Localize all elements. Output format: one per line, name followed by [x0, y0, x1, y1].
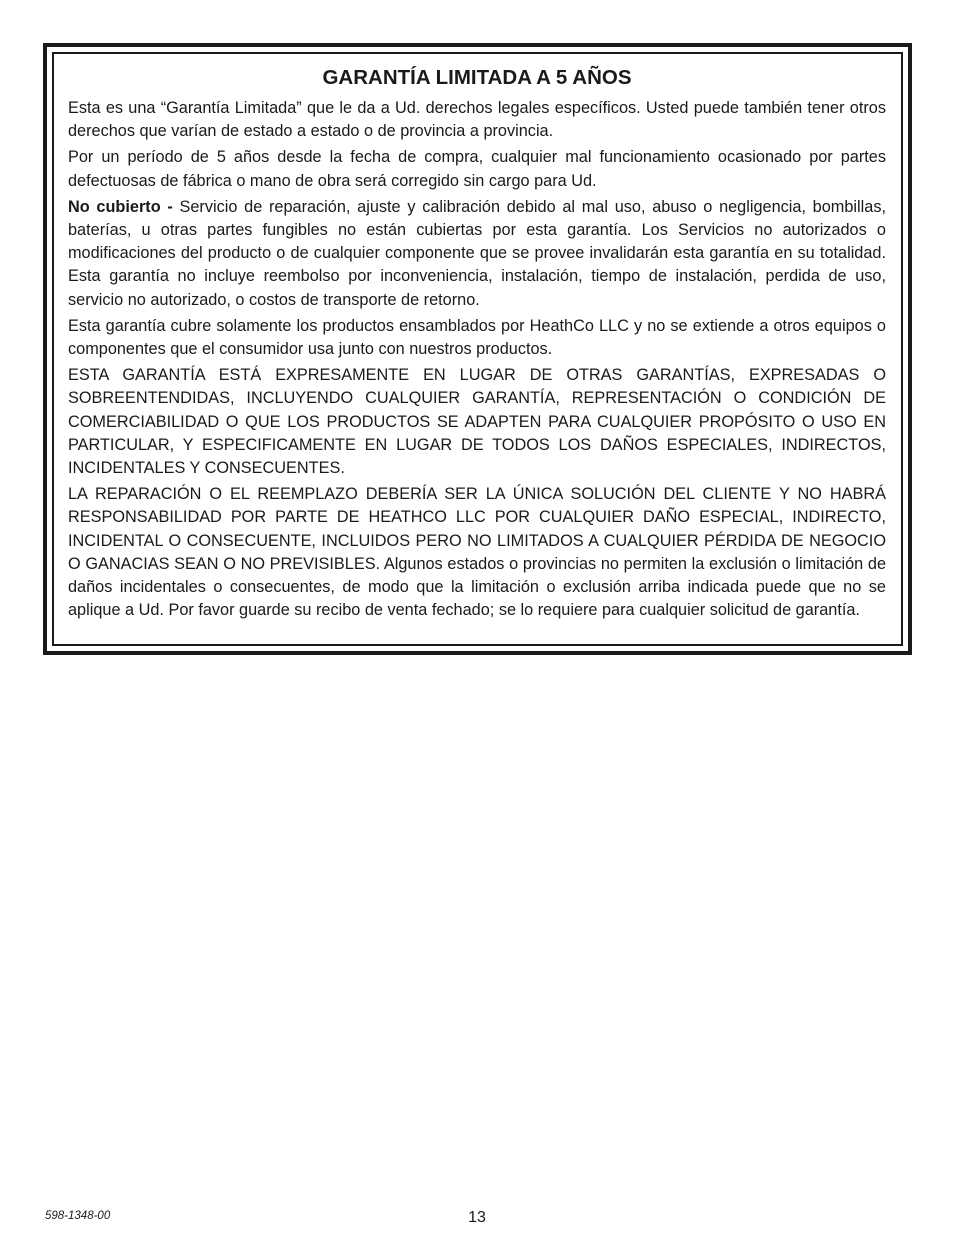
warranty-paragraph-limited: Esta es una “Garantía Limitada” que le da a Ud. derechos legales específicos. Usted puede también tener otros derechos que varían de estado a estado o de provincia a provincia. [68, 99, 886, 141]
page-number: 13 [468, 1209, 486, 1226]
warranty-paragraph-disclaimer: ESTA GARANTÍA ESTÁ EXPRESAMENTE EN LUGAR DE OTRAS GARANTÍAS, EXPRESADAS O SOBREENTENDIDAS, INCLUYENDO CUALQUIER GARANTÍA, REPRESENTACIÓN O CONDICIÓN DE COMERCIABILIDAD O QUE LOS PRODUCTOS SE ADAPTEN PARA CUALQUIER PROPÓSITO O USO EN PARTICULAR, Y ESPECIFICAMENTE EN LUGAR DE TODOS LOS DAÑOS ESPECIALES, INDIRECTOS, INCIDENTALES Y CONSECUENTES. [68, 366, 886, 478]
not-covered-text: Servicio de reparación, ajuste y calibración debido al mal uso, abuso o negligencia, bombillas, baterías, u otras partes fungibles no están cubiertas por esta garantía. Los Servicios no autorizados o modificaciones del producto o de cualquier componente que se provee invalidarán esta garantía en su totalidad. Esta garantía no incluye reembolso por inconveniencia, instalación, tiempo de instalación, perdida de uso, servicio no autorizado, o costos de transporte de retorno. [68, 197, 886, 309]
warranty-paragraph-scope: Esta garantía cubre solamente los productos ensamblados por HeathCo LLC y no se extiende a otros equipos o componentes que el consumidor usa junto con nuestros productos. [68, 316, 886, 359]
warranty-paragraph-remedy: LA REPARACIÓN O EL REEMPLAZO DEBERÍA SER LA ÚNICA SOLUCIÓN DEL CLIENTE Y NO HABRÁ RESPONSABILIDAD POR PARTE DE HEATHCO LLC POR CUALQUIER DAÑO ESPECIAL, INDIRECTO, INCIDENTAL O CONSECUENTE, INCLUIDOS PERO NO LIMITADOS A CUALQUIER PÉRDIDA DE NEGOCIO O GANACIAS SEAN O NO PREVISIBLES. Algunos estados o provincias no permiten la exclusión o limitación de daños incidentales o consecuentes, de modo que la limitación o exclusión arriba indicada puede que no se aplique a Ud. Por favor guarde su recibo de venta fechado; se lo requiere para cualquier solicitud de garantía. [68, 485, 886, 620]
not-covered-label: No cubierto - [68, 197, 173, 216]
warranty-box-inner [52, 52, 903, 646]
document-code: 598-1348-00 [45, 1210, 111, 1222]
warranty-box [43, 43, 912, 655]
warranty-paragraph-period: Por un período de 5 años desde la fecha de compra, cualquier mal funcionamiento ocasionado por partes defectuosas de fábrica o mano de obra será corregido sin cargo para Ud. [68, 148, 886, 190]
warranty-paragraph-not-covered [68, 196, 886, 312]
warranty-title: GARANTÍA LIMITADA A 5 AÑOS [322, 66, 632, 89]
